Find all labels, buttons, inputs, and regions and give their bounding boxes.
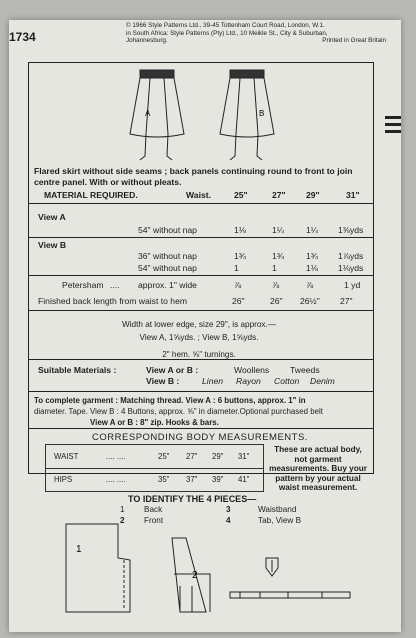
- view-b-label: B: [259, 109, 265, 118]
- view-b-heading: View B: [38, 240, 67, 250]
- copyright-notice: [126, 22, 388, 45]
- pieces-list: 1 Back 2 Front 3 Waistband 4 Tab, View B: [120, 505, 302, 525]
- material-title: MATERIAL REQUIRED.: [44, 190, 138, 200]
- divider: [29, 237, 373, 238]
- complete-garment: To complete garment : Matching thread. View A : 6 buttons, approx. 1" in diameter. Tape. View B : 4 Buttons, approx. ⅝" in diameter.Optional purchased belt View A or B : 8" zip. Hooks & bars.: [34, 396, 323, 427]
- waist-row: WAIST .... .... 25" 27" 29" 31": [46, 445, 263, 469]
- view-a-heading: View A: [38, 212, 66, 222]
- finished-length-row: Finished back length from waist to hem 26" 26" 26½" 27": [38, 296, 353, 306]
- suitable-row-1: Suitable Materials : View A or B : Woollens Tweeds: [38, 365, 320, 375]
- divider: [29, 428, 373, 429]
- view-b-row-1: 36" without nap 1¾ 1¾ 1¾ 1⅞yds: [138, 251, 364, 261]
- description: Flared skirt without side seams ; back panels continuing round to front to join centre panel. With or without pleats.: [34, 166, 353, 187]
- divider: [29, 391, 373, 392]
- size-25: 25": [234, 190, 248, 200]
- view-a-label: A: [145, 109, 151, 118]
- piece-2-mark: 2: [192, 570, 198, 581]
- view-b-row-2: 54" without nap 1 1 1⅛ 1⅛yds: [138, 263, 364, 273]
- petersham-row: Petersham .... approx. 1" wide ⅞ ⅞ ⅞ 1 yd: [62, 280, 361, 290]
- skirt-view-b-illustration: [220, 70, 274, 160]
- edge-notch-marks: [385, 116, 401, 142]
- measurement-note: These are actual body, not garment measurements. Buy your pattern by your actual waist measurement.: [269, 445, 367, 492]
- size-29: 29": [306, 190, 320, 200]
- copyright-line-1: © 1966 Style Patterns Ltd., 39-45 Tottenham Court Road, London, W.1.: [126, 22, 325, 29]
- divider: [29, 310, 373, 311]
- piece-3-waistband: [230, 592, 350, 598]
- pattern-number: 1734: [9, 30, 36, 44]
- body-measurements-table: [45, 444, 264, 492]
- copyright-line-3: Johannesburg. Printed in Great Britain: [126, 37, 386, 45]
- pattern-pieces-diagram: [60, 514, 380, 624]
- piece-1-mark: 1: [76, 544, 82, 555]
- size-27: 27": [272, 190, 286, 200]
- width-note: Width at lower edge, size 29", is approx.— View A, 1⅝yds. ; View B, 1⅝yds. 2" hem. ⅝" turnings.: [122, 320, 276, 359]
- skirt-illustrations: [110, 64, 300, 164]
- suitable-row-2: View B : Linen Rayon Cotton Denim: [146, 376, 335, 386]
- body-measurements-title: CORRESPONDING BODY MEASUREMENTS.: [92, 432, 308, 443]
- piece-1-back: [66, 524, 130, 612]
- piece-2-front: [172, 538, 206, 612]
- waist-label: Waist.: [186, 190, 211, 200]
- skirt-view-a-illustration: [130, 70, 184, 160]
- size-31: 31": [346, 190, 360, 200]
- divider: [29, 275, 373, 276]
- identify-title: TO IDENTIFY THE 4 PIECES—: [128, 494, 257, 504]
- view-a-row: 54" without nap 1⅛ 1¼ 1¼ 1⅜yds: [138, 225, 364, 235]
- hips-row: HIPS .... .... 35" 37" 39" 41": [54, 475, 250, 484]
- divider: [29, 359, 373, 360]
- material-header-row: [34, 190, 364, 202]
- divider: [29, 203, 373, 204]
- copyright-line-2: in South Africa: Style Patterns (Pty) Ltd., 10 Meikle St., City & Suburban,: [126, 29, 328, 37]
